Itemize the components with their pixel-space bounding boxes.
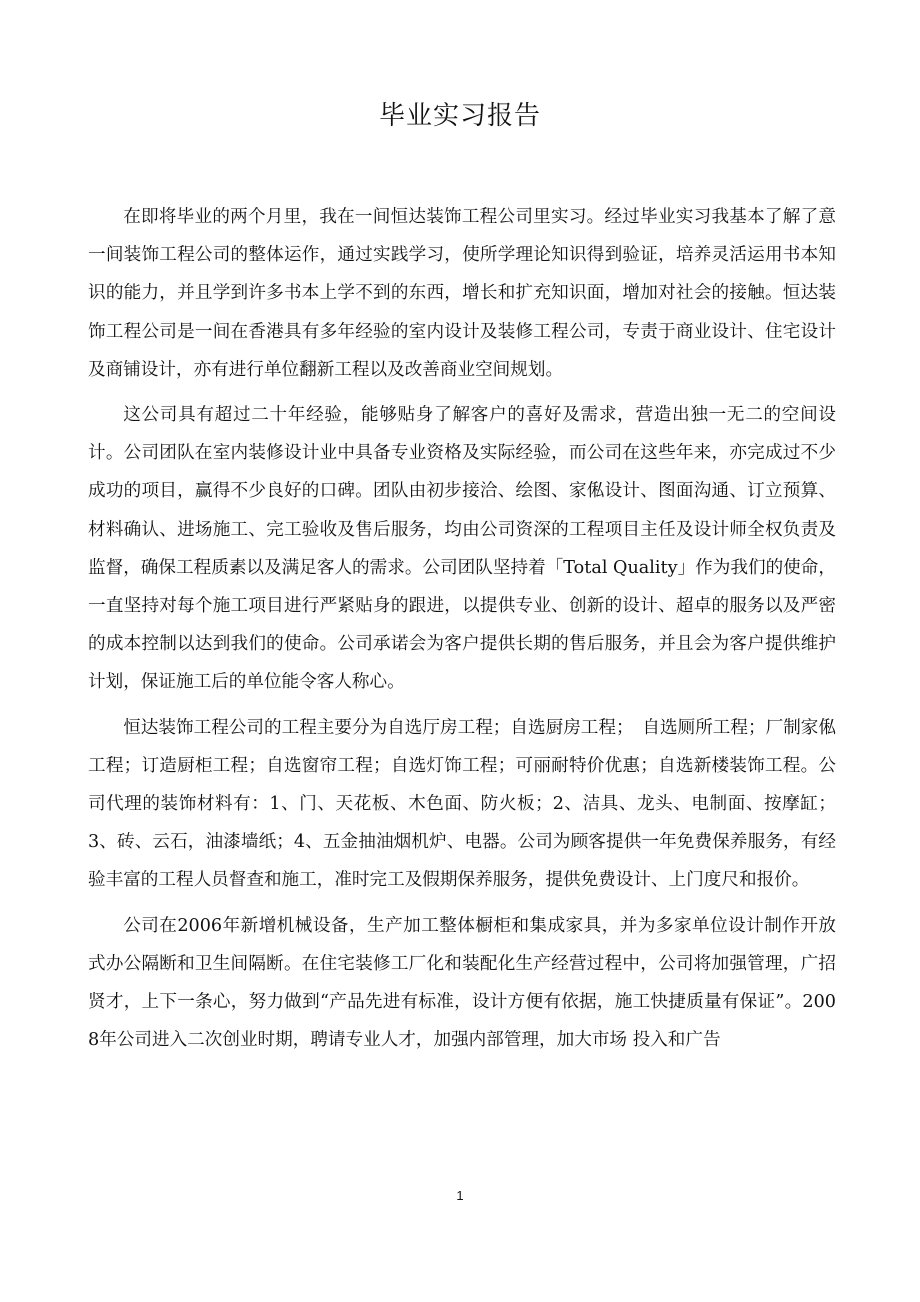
paragraph: 在即将毕业的两个月里，我在一间恒达装饰工程公司里实习。经过毕业实习我基本了解了意一间装饰工程公司的整体运作，通过实践学习，使所学理论知识得到验证，培养灵活运用书本知识的能力，并且学到许多书本上学不到的东西，增长和扩充知识面，增加对社会的接触。恒达装饰工程公司是一间在香港具有多年经验的室内设计及装修工程公司，专责于商业设计、住宅设计及商铺设计，亦有进行单位翻新工程以及改善商业空间规划。 xyxy=(88,207,836,380)
page-number: 1 xyxy=(456,1188,464,1203)
paragraph: 这公司具有超过二十年经验，能够贴身了解客户的喜好及需求，营造出独一无二的空间设计。公司团队在室内装修设计业中具备专业资格及实际经验，而公司在这些年来，亦完成过不少成功的项目，赢得不少良好的口碑。团队由初步接洽、绘图、家俬设计、图面沟通、订立预算、材料确认、进场施工、完工验收及售后服务，均由公司资深的工程项目主任及设计师全权负责及监督，确保工程质素以及满足客人的需求。公司团队坚持着「Total Quality」作为我们的使命，一直坚持对每个施工项目进行严紧贴身的跟进，以提供专业、创新的设计、超卓的服务以及严密的成本控制以达到我们的使命。公司承诺会为客户提供长期的售后服务，并且会为客户提供维护计划，保证施工后的单位能令客人称心。 xyxy=(88,405,836,693)
paragraph: 公司在2006年新增机械设备，生产加工整体橱柜和集成家具，并为多家单位设计制作开放式办公隔断和卫生间隔断。在住宅装修工厂化和装配化生产经营过程中，公司将加强管理，广招贤才，上下一条心，努力做到“产品先进有标准，设计方便有依据，施工快捷质量有保证”。2008年公司进入二次创业时期，聘请专业人才，加强内部管理，加大市场 投入和广告 xyxy=(88,915,836,1051)
document-body xyxy=(88,198,836,1059)
document-title: 毕业实习报告 xyxy=(378,101,541,131)
paragraph: 恒达装饰工程公司的工程主要分为自选厅房工程；自选厨房工程； 自选厕所工程；厂制家俬工程；订造厨柜工程；自选窗帘工程；自选灯饰工程；可丽耐特价优惠；自选新楼装饰工程。公司代理的装饰材料有：1、门、天花板、木色面、防火板；2、洁具、龙头、电制面、按摩缸；3、砖、云石，油漆墙纸；4、五金抽油烟机炉、电器。公司为顾客提供一年免费保养服务，有经验丰富的工程人员督查和施工，准时完工及假期保养服务，提供免费设计、上门度尺和报价。 xyxy=(88,717,836,891)
